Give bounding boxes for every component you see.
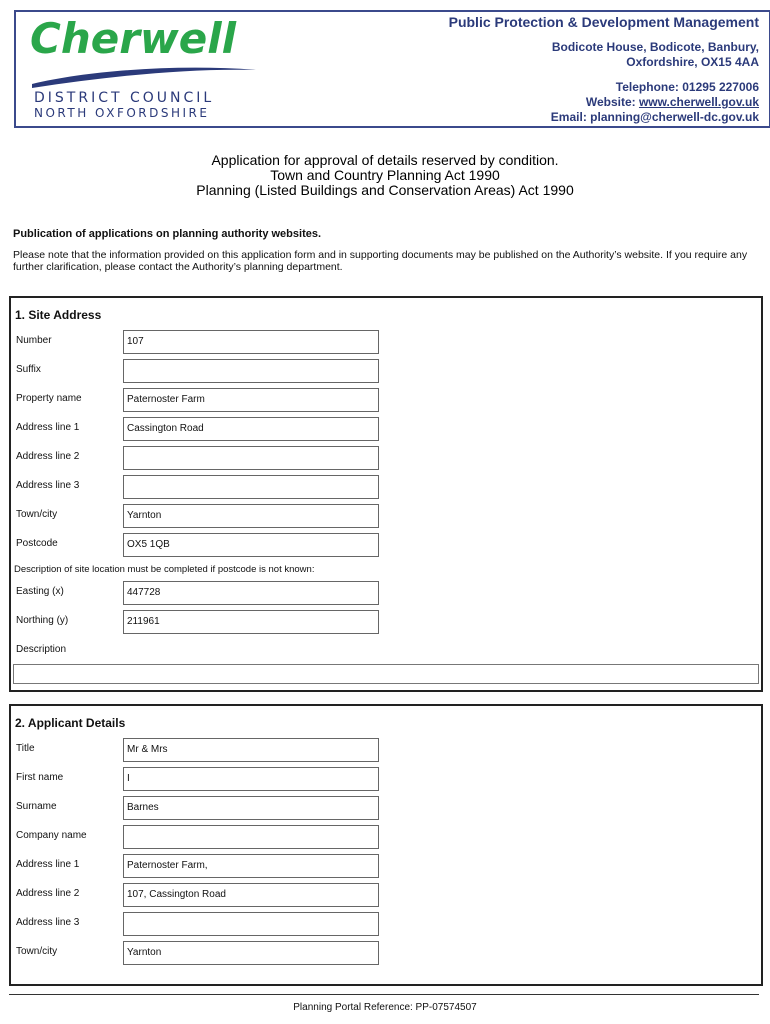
field-label: Property name [16, 393, 82, 404]
site-address-line1-field[interactable]: Cassington Road [123, 417, 379, 441]
council-address [552, 40, 759, 70]
form-row [11, 610, 761, 636]
form-row [11, 330, 761, 356]
website-link[interactable]: www.cherwell.gov.uk [638, 95, 759, 109]
form-title-line3: Planning (Listed Buildings and Conservation Areas) Act 1990 [196, 182, 574, 198]
field-label: Address line 2 [16, 451, 80, 462]
form-row [11, 941, 761, 967]
site-suffix-field[interactable] [123, 359, 379, 383]
field-label: Address line 3 [16, 480, 80, 491]
field-label: Address line 2 [16, 888, 80, 899]
field-label: Suffix [16, 364, 41, 375]
applicant-details-section [9, 704, 763, 986]
field-label: Easting (x) [16, 586, 64, 597]
council-name-line2: NORTH OXFORDSHIRE [34, 106, 210, 120]
form-row [11, 475, 761, 501]
description-label: Description [16, 644, 67, 655]
form-row [11, 446, 761, 472]
form-row [11, 533, 761, 559]
location-note: Description of site location must be completed if postcode is not known: [14, 564, 315, 575]
telephone: Telephone: 01295 227006 [615, 80, 759, 94]
form-row [11, 738, 761, 764]
site-town-field[interactable]: Yarnton [123, 504, 379, 528]
department-name: Public Protection & Development Management [448, 14, 759, 30]
field-label: Town/city [16, 509, 58, 520]
form-row [11, 581, 761, 607]
applicant-address-line3-field[interactable] [123, 912, 379, 936]
field-label: First name [16, 772, 64, 783]
website-line [551, 95, 759, 110]
field-label: Address line 1 [16, 422, 80, 433]
address-line1: Bodicote House, Bodicote, Banbury, [551, 40, 759, 54]
cherwell-logo-wordmark: Cherwell [30, 14, 237, 63]
field-label: Surname [16, 801, 57, 812]
applicant-address-line1-field[interactable]: Paternoster Farm, [123, 854, 379, 878]
email-line [551, 110, 759, 125]
field-label: Title [16, 743, 35, 754]
form-row [11, 388, 761, 414]
form-row [11, 912, 761, 938]
form-title-line2: Town and Country Planning Act 1990 [270, 167, 500, 183]
portal-reference: Planning Portal Reference: PP-07574507 [293, 1002, 477, 1013]
form-row [11, 854, 761, 880]
site-address-section [9, 296, 763, 692]
contact-details [551, 80, 759, 125]
section-title: 2. Applicant Details [15, 716, 126, 730]
form-row [11, 417, 761, 443]
field-label: Northing (y) [16, 615, 69, 626]
field-label: Town/city [16, 946, 58, 957]
site-address-line2-field[interactable] [123, 446, 379, 470]
site-property-name-field[interactable]: Paternoster Farm [123, 388, 379, 412]
easting-field[interactable]: 447728 [123, 581, 379, 605]
northing-field[interactable]: 211961 [123, 610, 379, 634]
site-number-field[interactable]: 107 [123, 330, 379, 354]
form-row [11, 883, 761, 909]
applicant-company-field[interactable] [123, 825, 379, 849]
letterhead [14, 10, 770, 128]
description-field[interactable] [13, 664, 759, 684]
applicant-title-field[interactable]: Mr & Mrs [123, 738, 379, 762]
council-name-line1: DISTRICT COUNCIL [34, 90, 215, 106]
site-address-line3-field[interactable] [123, 475, 379, 499]
logo-swoosh-icon [30, 62, 260, 90]
footer-divider [9, 994, 759, 995]
form-title-line1: Application for approval of details reserved by condition. [211, 152, 559, 168]
form-row [11, 504, 761, 530]
site-postcode-field[interactable]: OX5 1QB [123, 533, 379, 557]
applicant-surname-field[interactable]: Barnes [123, 796, 379, 820]
email-link[interactable]: planning@cherwell-dc.gov.uk [590, 110, 759, 124]
form-row [11, 825, 761, 851]
section-title: 1. Site Address [15, 308, 102, 322]
form-title [0, 153, 770, 198]
field-label: Address line 1 [16, 859, 80, 870]
field-label: Company name [16, 830, 87, 841]
form-row [11, 767, 761, 793]
applicant-first-name-field[interactable]: I [123, 767, 379, 791]
applicant-address-line2-field[interactable]: 107, Cassington Road [123, 883, 379, 907]
email-label: Email: [550, 110, 591, 124]
website-label: Website: [585, 95, 639, 109]
form-row [11, 796, 761, 822]
applicant-town-field[interactable]: Yarnton [123, 941, 379, 965]
publication-heading: Publication of applications on planning authority websites. [13, 228, 322, 240]
address-line2: Oxfordshire, OX15 4AA [626, 55, 759, 69]
publication-note: Please note that the information provided on this application form and in supporting documents may be published on the Authority’s website. If you require any further clarification, please contact the Authority’s planning department. [13, 249, 748, 273]
form-row [11, 359, 761, 385]
field-label: Postcode [16, 538, 58, 549]
field-label: Number [16, 335, 52, 346]
field-label: Address line 3 [16, 917, 80, 928]
